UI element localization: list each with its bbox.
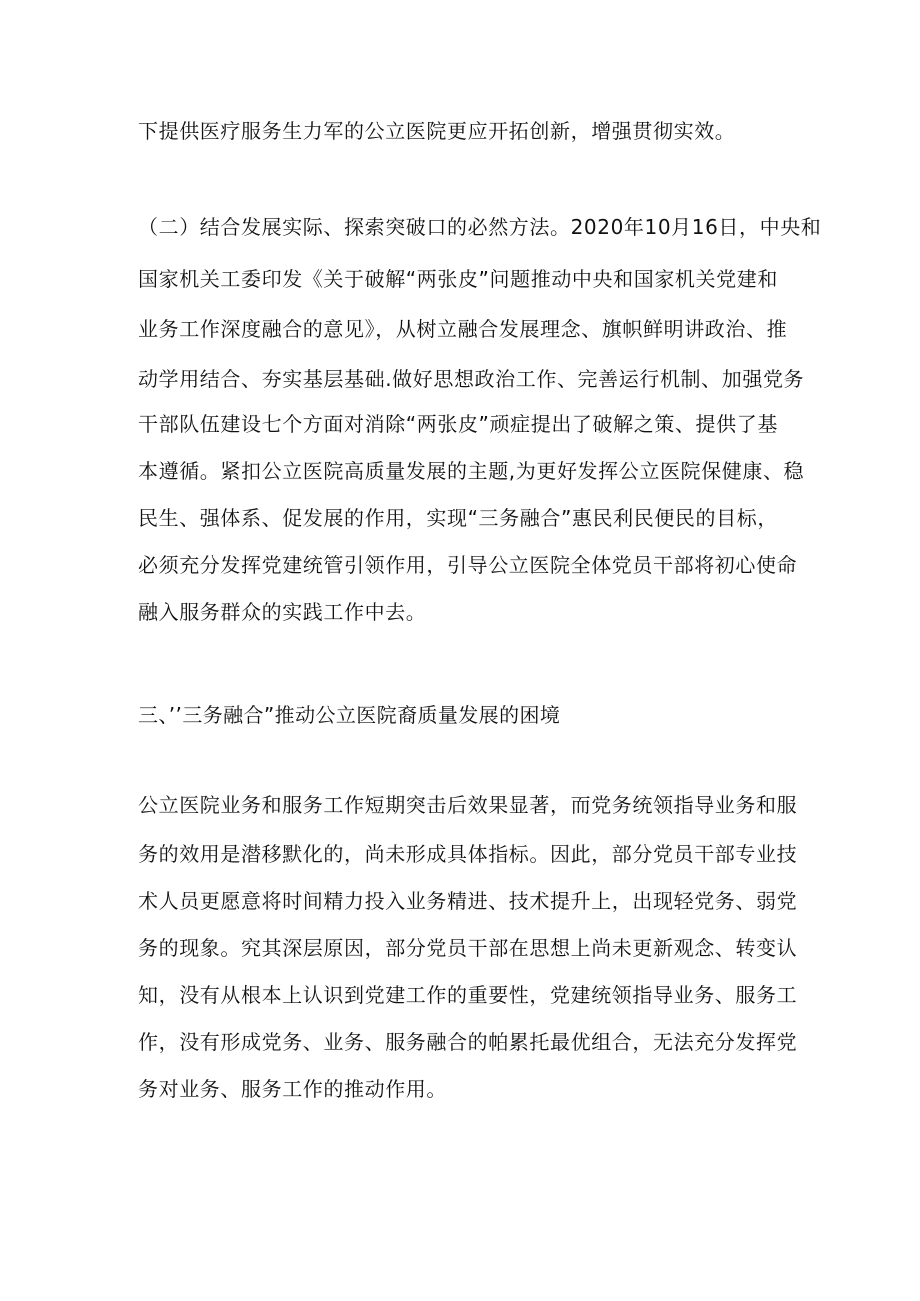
paragraph-4-line: 公立医院业务和服务工作短期突击后效果显著，而党务统领指导业务和服: [138, 793, 798, 817]
paragraph-2-line: 民生、强体系、促发展的作用，实现“三务融合”惠民利民便民的目标，: [138, 506, 778, 530]
paragraph-4-line: 术人员更愿意将时间精力投入业务精进、技术提升上，出现轻党务、弱党: [138, 889, 798, 913]
paragraph-4-line: 知，没有从根本上认识到党建工作的重要性，党建统领指导业务、服务工: [138, 983, 798, 1007]
paragraph-2-line: 必须充分发挥党建统管引领作用，引导公立医院全体党员干部将初心使命: [138, 553, 798, 577]
paragraph-2-line: 业务工作深度融合的意见》，从树立融合发展理念、旗帜鲜明讲政治、推: [138, 317, 788, 341]
paragraph-2-line: （二）结合发展实际、探索突破口的必然方法。2020年10月16日，中央和: [138, 215, 822, 239]
paragraph-2-line: 干部队伍建设七个方面对消除“两张皮”顽症提出了破解之策、提供了基: [138, 412, 778, 436]
paragraph-4-line: 作，没有形成党务、业务、服务融合的帕累托最优组合，无法充分发挥党: [138, 1030, 798, 1054]
paragraph-2-line: 本遵循。紧扣公立医院高质量发展的主题,为更好发挥公立医院保健康、稳: [138, 459, 805, 483]
paragraph-4-line: 务对业务、服务工作的推动作用。: [138, 1077, 447, 1101]
paragraph-4-line: 务的效用是潜移默化的，尚未形成具体指标。因此，部分党员干部专业技: [138, 842, 798, 866]
paragraph-4-line: 务的现象。究其深层原因，部分党员干部在思想上尚未更新观念、转变认: [138, 936, 798, 960]
paragraph-2-line: 融入服务群众的实践工作中去。: [138, 600, 427, 624]
paragraph-2-line: 国家机关工委印发《关于破解“两张皮”问题推动中央和国家机关党建和: [138, 267, 778, 291]
section-heading: 三、’’三务融合”推动公立医院裔质量发展的困境: [138, 703, 561, 727]
paragraph-2-line: 动学用结合、夯实基层基础.做好思想政治工作、完善运行机制、加强党务: [138, 367, 805, 391]
paragraph-1-line: 下提供医疗服务生力军的公立医院更应开拓创新，增强贯彻实效。: [138, 119, 736, 143]
